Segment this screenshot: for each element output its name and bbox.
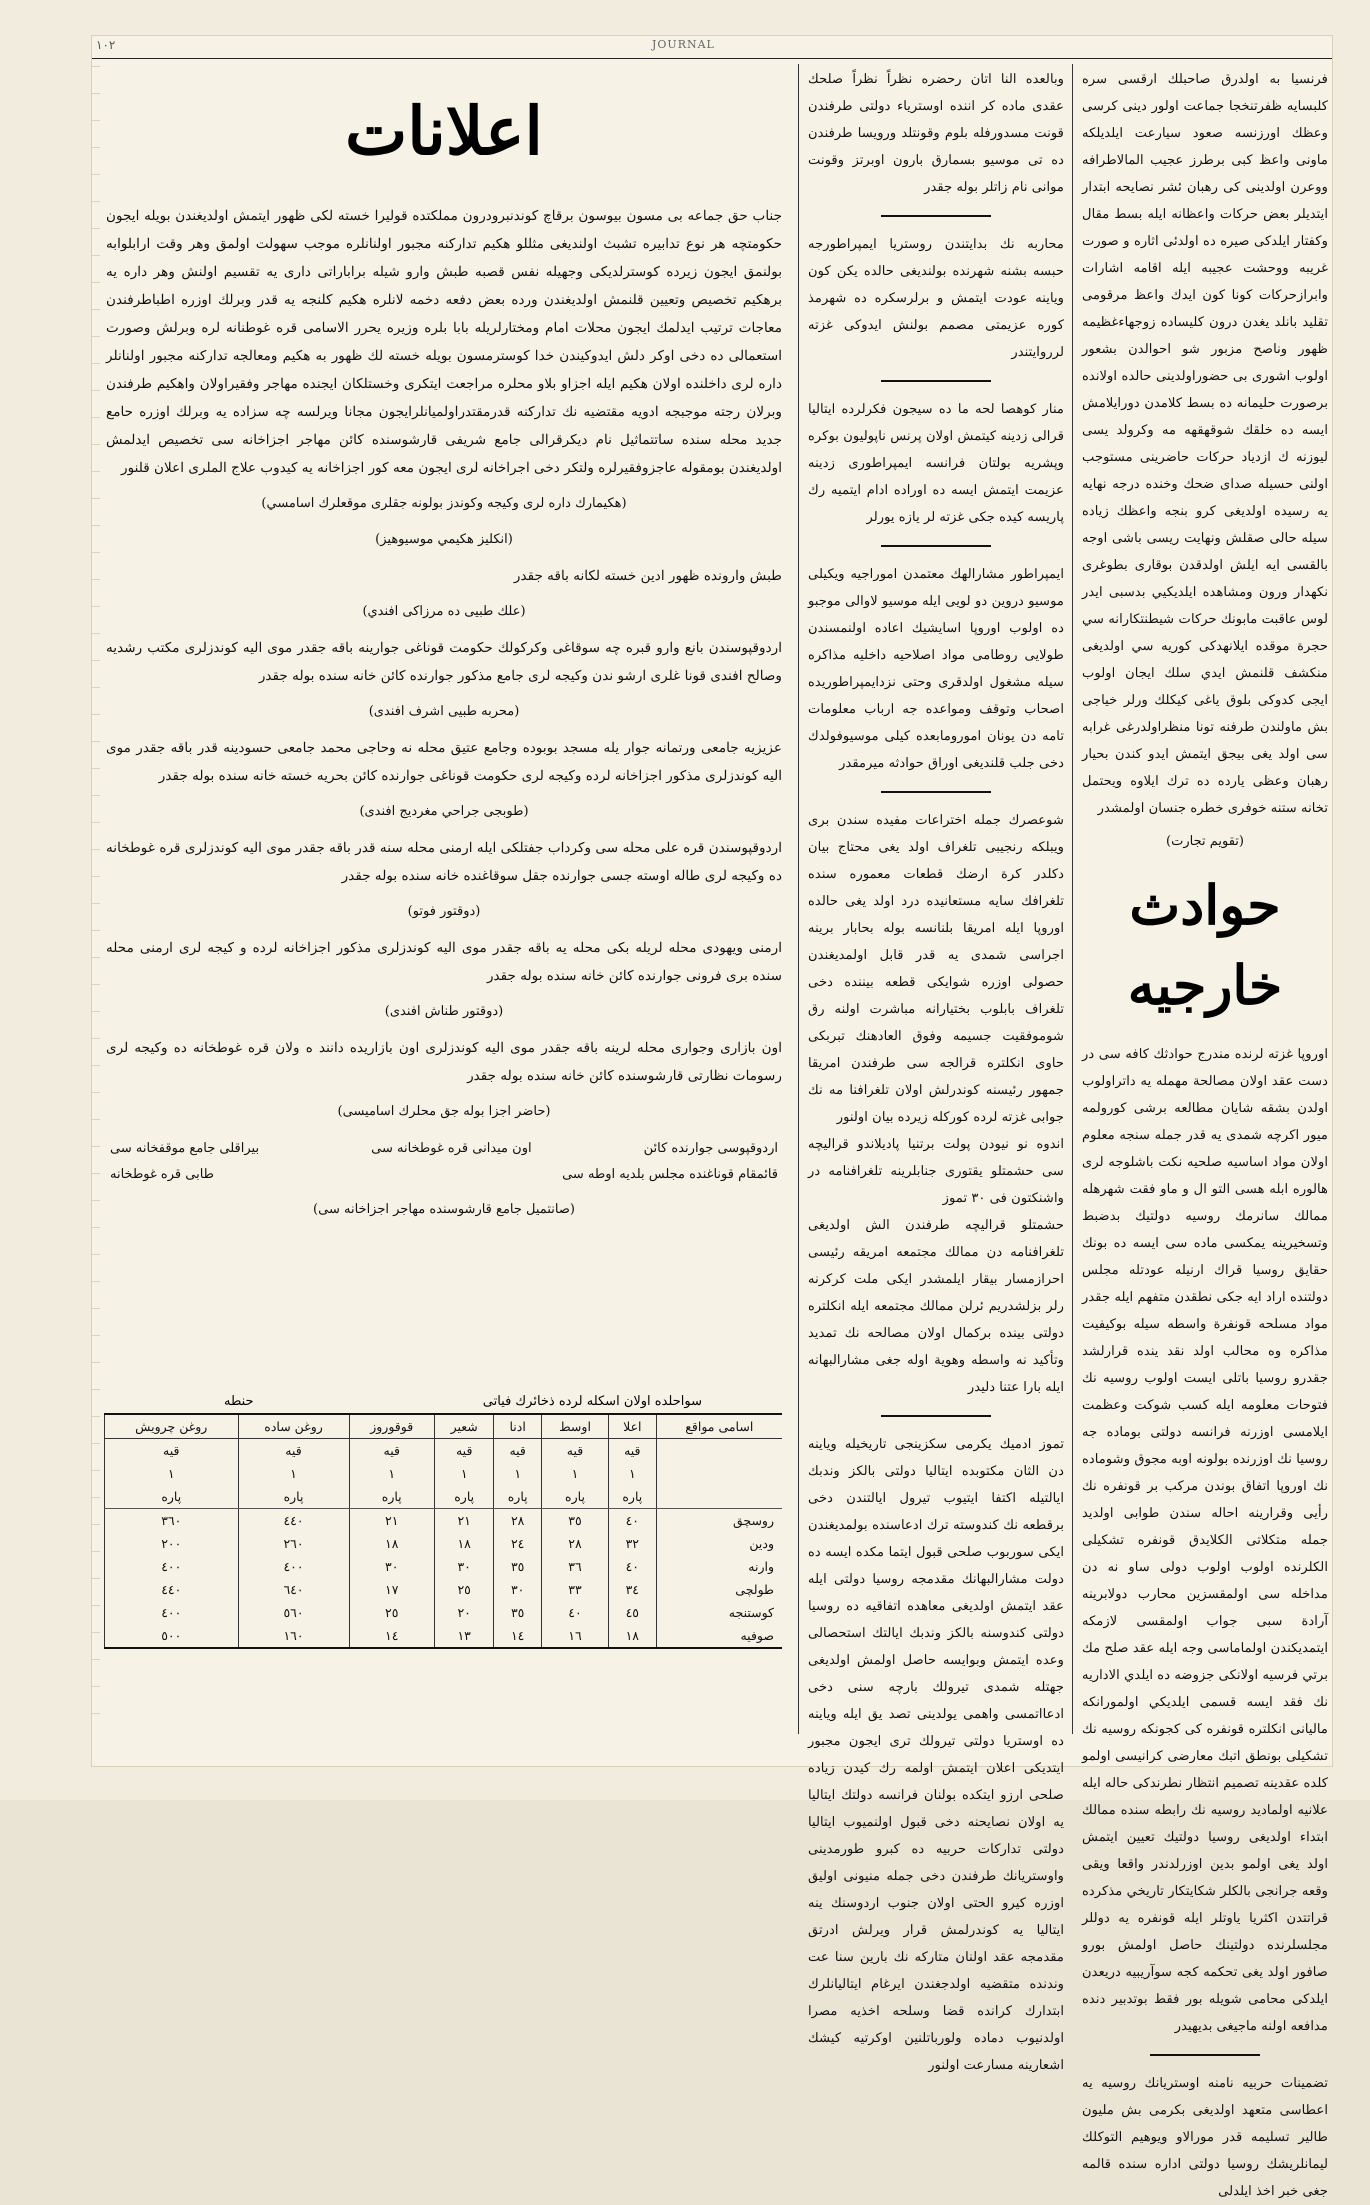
notice-heading: (طوبجى جراحي مغرديج افندى) (359, 804, 529, 819)
count-row (105, 1462, 783, 1485)
header-cell: قوقوروز (349, 1414, 434, 1439)
header-cell: اسامى مواقع (656, 1414, 782, 1439)
location-cell: طولچى (656, 1578, 782, 1601)
right-final-article: تضمينات حربيه نامنه اوستريانك روسيه يه اعطاسى متعهد اولديغى بكرمى بش مليون طالير تسليمه قدر مورالاو ويوهيم التوكلك ليمانلريشك روسيا دولتى اداره سنده قالمه جغى خبر اخذ ايلدلى (1082, 2076, 1328, 2199)
table-row (105, 1509, 783, 1533)
separator (881, 791, 991, 793)
notice-heading: (دوقتور فوتو) (407, 904, 481, 919)
location-cell: صوفيه (656, 1624, 782, 1648)
table-cell: پاره (434, 1485, 493, 1509)
price-cell: ٤٥ (609, 1601, 656, 1624)
pharmacy-list (106, 1136, 782, 1188)
pharmacy-name: (صانتميل جامع قارشوسنده مهاجر اجزاخانه سى) (313, 1202, 575, 1217)
price-cell: ١٧ (349, 1578, 434, 1601)
price-cell: ٤٠٠ (105, 1601, 239, 1624)
table-cell: پاره (494, 1485, 541, 1509)
price-cell: ٥٦٠ (238, 1601, 349, 1624)
center-para-3: ايمپراطور مشارالهك معتمدن اموراجيه ويكيلى موسيو دروين دو لويى ايله موسيو لاوالى موجبو ده اولوب اوروپا اسايشيك اعاده اولنمسندن طولايى روطامى مواد اصلاحيه داخليه مذاكره سيله مشغول اولدقرى وحتى نزدايمپراطوريده اصحاب وتوقف ومواعده جه ارباب معلومات تامه دن يونان امورومابعده كيلى موسيوفولدك دخى جلب قلنديغى اوراق حوادثه ميرمقدر (808, 567, 1064, 771)
show-through-lines (92, 66, 100, 1726)
price-cell: ٤٤٠ (105, 1578, 239, 1601)
header-cell: روغن چرويش (105, 1414, 239, 1439)
price-cell: ٣٠ (494, 1578, 541, 1601)
table-cell: پاره (238, 1485, 349, 1509)
notice-heading: (علك طبيى ده مرزاكى افندي) (362, 604, 526, 619)
table-header-row (105, 1414, 783, 1439)
table-cell: قيه (541, 1439, 608, 1463)
pharmacy-item: اون ميدانى قره غوطخانه سى (371, 1141, 532, 1156)
center-column (808, 66, 1064, 2079)
center-para-1: محاربه نك بدايتندن روستريا ايمپراطورجه حبسه بشنه شهرنده بولنديغى حالده يكن كون وياينه عودت ايتمش و برلرسكره ده شهرمذ كوره عزيمتى مصمم بولنش ايدوكى غزته لرروايتندر (808, 237, 1064, 360)
price-cell: ٦٤٠ (238, 1578, 349, 1601)
price-cell: ٣٦ (541, 1555, 608, 1578)
center-para-7: تموز ادميك يكرمى سكزينجى تاريخيله وياينه دن الثان مكتوبده ايتاليا دولتى بالكز وندبك ايالتيله اكتفا ايتيوب تيرول ايالتندن دخى برقطعه نك كندوسته ترك ادعاسنده بولمديغندن ايكى سوربوب صلحى قبول ايتما مكده ايسه ده دولت مشارالبهانك مقدمجه روسيا دولتى ايله عقد ايتمش اولديغى معاهده اتفاقيه ده روسيا دولتى كندوسنه بالكز وندبك ايالتك استحصالى وعده ايتمش وبوايسه حاصل اولمش اولديغى جهتله شمدى تيرولك بارچه سنى دخى ادعااتمسى واهمى يولدينى تصد يق ايله وياينه ده اوستريا دولتى تيرولك ترى ايجون مجبور ايتديكى اعلان ايتمش اولمه رك كيدن زياده صلحى ارزو ايتكده بولنان فرانسه دولتك ايتاليا يه اولان نصايحنه دخى قبول اولنميوب ايتاليا دولتى تداركات حربيه ده كبرو طورمدينى واوستريانك طرفندن دخى جمله منيونى اوليق اوزره كيرو الحتى اولان جنوب اردوسنك ينه ايتاليا يه كوندرلمش قرار ويرلش ادرتق مقدمجه عقد اولنان متاركه نك بارين سنا عت وندنده متقضيه اولدجغندن ايرغام ايتاليانلرك ابتدارك كرانده قضا وسلحه اخذيه مصرا اولدنيوب دماده ولورباتلنين اوكرتيه كيشك اشعارينه مسارعت اولنور (808, 1437, 1064, 2073)
price-cell: ٣٠ (349, 1555, 434, 1578)
table-cell: پاره (349, 1485, 434, 1509)
table-cell: قيه (494, 1439, 541, 1463)
price-cell: ٢٥ (434, 1578, 493, 1601)
price-cell: ٢٤ (494, 1532, 541, 1555)
price-cell: ١٦ (541, 1624, 608, 1648)
separator (881, 380, 991, 382)
separator (881, 545, 991, 547)
price-rows (105, 1509, 783, 1649)
header-cell: ادنا (494, 1414, 541, 1439)
center-para-2: منار كوهصا لحه ما ده سيجون فكرلرده ايتاليا قرالى زدينه كيتمش اولان پرنس ناپوليون بوكره وپشريه بولتان فرانسه ايمپراطورى زدينه عزيمت ايتمش ايسه ده اوراده ادام ايتميه رك پاريسه كيده جكى غزته لر يازه يورلر (808, 402, 1064, 525)
notice-body: ارمنى ويهودى محله لريله بكى محله يه باقه جقدر موى اليه كوندزلرى مذكور اجزاخانه لرده و كيجه لرى ارمنى محله سنده برى فرونى جوارنده كائن خانه سنده بوله جقدر (106, 940, 782, 984)
unit-row (105, 1439, 783, 1463)
price-cell: ٢٨ (541, 1532, 608, 1555)
center-para-6: حشمتلو قراليچه طرفندن الش اولديغى تلغرافنامه دن ممالك مجتمعه امريقه رئيسى احرازمسار بيقار ايلمشدر ايكى ملت كركرنه رلر بزلشدريم ئرلن ممالك مجتمعه ايله انكلتره دولتى بينده بركمال اولان مصالحه نك تمديد وتأكيد نه واسطه وهوية اوله جغى مشارالبهانه ايله بارا عتنا دليدر (808, 1218, 1064, 1395)
notice-5 (106, 898, 782, 990)
table-row (105, 1532, 783, 1555)
column-rule-right (1072, 64, 1073, 1734)
page-number: ١٠٢ (96, 38, 116, 52)
notice-subheading: (انكليز هكيمي موسيوهيز) (375, 532, 513, 547)
price-cell: ٣٠ (434, 1555, 493, 1578)
price-cell: ٢١ (349, 1509, 434, 1533)
price-cell: ١٨ (609, 1624, 656, 1648)
price-cell: ٣٥ (494, 1601, 541, 1624)
masthead: JOURNAL (652, 38, 715, 51)
table-cell (656, 1485, 782, 1509)
table-cell: پاره (105, 1485, 239, 1509)
separator (1150, 2054, 1260, 2056)
table-title-row (104, 1394, 782, 1413)
price-cell: ٣٣ (541, 1578, 608, 1601)
right-top-article: فرنسيا به اولدرق صاحبلك ارقسى سره كلبسايه ظفرتنخجا جماعت اولور دينى كرسى وعظك اورزنسه صعود سيارعت ايلديلكه ماونى واعظ كبى برطرز عجيب المالاطرافه ووعرن اولدينى كى رهبان ئشر نصايحه ابتدار ايتديلر بعض حركات واعظانه ايله بسط مقال وكفتار ايلدكى صيره ده اولدئى اثاره و صورت غريبه ووحشت عجيبه ايله اقامه اشارات وابرازحركات كونا كون ايدك واعظ مرقومى تقليد بانلد يغدن درون كليساده زوجهاءغظيمه ظهور وناصح مزبور شو احوالدن بشعور اولوب اشورى بى حضوراولدينى حالده اولانده برصورت حليمانه ده بسط كلامدن دورايلامش ايسه ده خلقك شوقهقهه مه وكرولد يسى ليوزنه ك ازدياد حركات حاضرينى مستوجب اولنى حسيله صداى ضحك وخنده درجه نهايه يه رسيده اولديغى كرو بنجه واعظك زياده سيله حالى صقلش ونهايت ريسى باشى اوجه بالقسى ايه ايلش اولدقدن بوقارى بطوغرى نكهدار ورون ومشاهده ايلديكيي بدسبى ايدر لوس عاقبت مابونك حركات شيطنتكارانه سي حجرة موقده ايلانهدكى كوريه سي اولديغى منكشف قلنمش ايدي سلك ايجان اولوب ايجى كدوكى بلوق ياغى كيكلك ورلر خياجى بش ماولندن طرفنه تونا منظراولدرغى غرابه سى اولد يغى بيجق ايتمش ايدو كندن بحيار رهبان وعظى يارده ده ترك ايلاوه ويحتمل تخانه ستنه خوفرى خطره جنسان اولمشدر (1082, 72, 1328, 816)
price-cell: ٥٠٠ (105, 1624, 239, 1648)
price-cell: ٣٥ (494, 1555, 541, 1578)
table-left-label: حنطه (224, 1394, 254, 1409)
top-rule (92, 58, 1332, 59)
foreign-news-heading: حوادث خارجيه (1127, 873, 1283, 1017)
notice-body: اردوقپوسندن بانع وارو قبره چه سوقاغى وكركولك حكومت قوناغى جوارينه باقه جقدر موى اليه كوندزلرى مكتب رشديه وصالح افندى قونا غلرى ارشو ندن وكيجه لرى جامع مذكور جوارنده كائن خانه سنده بوله جقدر (106, 640, 782, 684)
table-row (105, 1555, 783, 1578)
announcements-heading: اعلانات (345, 92, 543, 170)
price-cell: ٤٠٠ (238, 1555, 349, 1578)
price-cell: ١٤ (349, 1624, 434, 1648)
price-cell: ٢٥ (349, 1601, 434, 1624)
table-row (105, 1601, 783, 1624)
table-cell: قيه (105, 1439, 239, 1463)
table-cell: ١ (238, 1462, 349, 1485)
table-cell: قيه (238, 1439, 349, 1463)
price-cell: ٤٤٠ (238, 1509, 349, 1533)
table-cell: پاره (609, 1485, 656, 1509)
notice-body: اون بازارى وجوارى محله لرينه باقه جقدر موى اليه كوندزلرى اون بازاريده دانند ه ولان قره غوطخانه ده وكيجه لرى رسومات نظارتى قارشوسنده كائن خانه سنده بوله جقدر (106, 1040, 782, 1084)
right-column (1082, 66, 1328, 2205)
location-cell: ودين (656, 1532, 782, 1555)
table-cell: ١ (541, 1462, 608, 1485)
price-cell: ٢٨ (494, 1509, 541, 1533)
separator (881, 1415, 991, 1417)
price-cell: ٤٠ (609, 1509, 656, 1533)
table-cell: ١ (494, 1462, 541, 1485)
price-cell: ٢٠٠ (105, 1532, 239, 1555)
center-top-article: وبالعده النا اتان رحضره نظراً نظراً صلحك عقدى ماده كر اننده اوسترياء دولتى طرفندن قونت مسدورفله بلوم وقونتلد ورويسا طرفندن ده تى موسيو بسمارق بارون اوبرتز وقونت موانى نام زاتلر بوله جقدر (808, 72, 1064, 195)
price-cell: ١٤ (494, 1624, 541, 1648)
table-cell (656, 1462, 782, 1485)
notice-body: طبش وارونده ظهور ادين خسته لكانه باقه جقدر (513, 568, 782, 584)
notice-2 (106, 598, 782, 690)
price-cell: ٢٠ (434, 1601, 493, 1624)
announcements-column (106, 66, 782, 1232)
price-cell: ٢١ (434, 1509, 493, 1533)
center-para-5: اندوه نو نيودن پولت برتنيا پاديلاندو قراليچه سى حشمتلو يقتورى جنابلرينه تلغرافنامه در واشنكتون فى ٣٠ تموز (808, 1137, 1064, 1206)
notice-heading: (دوقتور طناش افندى) (384, 1004, 504, 1019)
price-cell: ٤٠ (541, 1601, 608, 1624)
notice-4 (106, 798, 782, 890)
source-tag: (تقويم تجارت) (1166, 834, 1244, 849)
center-para-4: شوعصرك جمله اختراعات مفيده سندن برى ويبلكه رنجيبى تلغراف اولد يغى محتاج بيان دكلدر كرة ارضك قطعات معموره سنده تلغرافك سايه مستعانيده درد اولد يغى حالده اوروپا ايله امريقا بلنانسه بوله بحابار برينه اجراسى شمدى يه قدر قابل اولمديغندن حصولى اوزره شوايكى قطعه بيننده دخى تلغراف بابلوب بختيارانه مباشرت اولنه رق شوموفقيت جسيمه وفوق العادهنك تبربكى حاوى انكلتره قرالجه سى طرفندن امريقا جمهور رئيسنه كوندرلش اولان تلغرافنا مه نك جوابى غزته لرده كوركله زيرده بيان اولنور (808, 813, 1064, 1125)
table-cell: قيه (349, 1439, 434, 1463)
table-cell: ١ (105, 1462, 239, 1485)
notice-body: اردوقپوسندن قره على محله سى وكرداب جفتلكى ايله ارمنى محله سنه قدر باقه جقدر موى اليه كوندزلرى قره غوطخانه ده وكيجه لرى طاله اوسته جسى جوارنده جقل سوقاغنده خانه سنده بوله جقدر (106, 840, 782, 884)
header-cell: اعلا (609, 1414, 656, 1439)
notice-body: عزيزيه جامعى ورتمانه جوار يله مسجد بوبوده وجامع عتيق محله نه وحاجى محمد جامعى حسودينه قدر باقه جقدر موى اليه كوندزلرى مذكور اجزاخانه لرده وكيجه لرى حكومت قوناغى جوارنده كائن بحريه خسته خانه سنده بوله جقدر (106, 740, 782, 784)
table-row (105, 1624, 783, 1648)
grain-price-table (104, 1394, 782, 1649)
price-cell: ١٦٠ (238, 1624, 349, 1648)
price-cell: ١٨ (349, 1532, 434, 1555)
price-cell: ٣٥ (541, 1509, 608, 1533)
location-cell: كوستنجه (656, 1601, 782, 1624)
price-cell: ٣٤ (609, 1578, 656, 1601)
notice-3 (106, 698, 782, 790)
price-cell: ٣٦٠ (105, 1509, 239, 1533)
announcement-intro: جناب حق جماعه بى مسون بيوسون برقاچ كوندنبرودرون مملكتده قوليرا خسته لكى ظهور ايتمش اولديغندن بويله ايجون حكومتچه هر نوع تدابيره تشبث اولنديغى مثللو هكيم تداركنه مجبور اولنانلره موجب سهولت اولمق وهر وقت ارابلوابه بولنمق ايجون زيرده كوسترلديكى وجهيله نفس قصبه طبش وارو شيله براباراتى دارى يه تقسيم اولنش وهر داره يه برهكيم تخصيص وتعيين قلنمش اولديغندن ورده بعض دفعه دخمه لانلره هكيم كلنجه يه قدر وبرلك اوزره اطباطرفندن معاجات ترتيب ايدلمك ايجون محلات امام ومختارلريله بابا بلره وزيره يحرر الاسامى قره غوطنانه لره وبرلش وصورت استعمالى ده دخى اوكر دلش ايدوكيندن خدا كوسترمسون بويله خسته لك ظهور به هكيم ومعالجه تداركنه مجبور اولنانلر داره لرى داخلنده اولان هكيم ايله اجزاو بلاو محلره مراجعت ايتكرى وخستلكان ايجنده مهاجر وفقيراولان واهكيم طرفندن وبرلان رجته موجبجه ادويه مقتضيه نك تداركنه قدرمقتدراولميانلرايجون مجانا ويرلسه چه سزاده يه وبرلك اوزره حامع جديد محله سنده ساتتماثيل نام ديكرقرالى جامع شريفى قارشوسنده كائن مهاجر اجزاخانه سى تخصيص ايدلمش اولديغندن بومقوله عاجزوفقيرلره ولتكر دخى اجراخانه لرى ايجون معه كور اجزاخانه يه كيدوب علاج الملرى اعلان قلنور (106, 208, 782, 476)
table-cell: ١ (609, 1462, 656, 1485)
notice-heading: (هكيمارك داره لرى وكيجه وكوندز بولونه جقلرى موقعلرك اسامسي) (261, 496, 627, 511)
table-cell: قيه (434, 1439, 493, 1463)
separator (881, 215, 991, 217)
table-cell: ١ (434, 1462, 493, 1485)
price-table (104, 1413, 782, 1649)
header-cell: اوسط (541, 1414, 608, 1439)
right-bottom-article: اوروپا غزته لرنده مندرج حوادثك كافه سى در دست عقد اولان مصالحة مهمله يه داتراولوب اولدن بشقه شايان مطالعه برشى كورولمه ميور اكرچه شمدى يه قدر جمله سنجه معلوم اولان مواد اساسيه صلحيه نكت باشلوجه لرى هالوره ابله هسى التو ال و ماو فقت شهرهله ممالك سانرمك روسيه دولتيك بدضبط وتسخيرينه يمكسى ماده سى ايسه ده بونك حقايق روسيا قراك ارنيله عودتله مجلس دولتنده اراد ايه جكى نطقدن متفهم ايله جقدر مواد مسلحه قونفرة واسطه سيله بوكيفيت مذاكره وه محالب اولد نقد ينده قرارلشد جقدرو روسيا باتلى ايست اولوب روسيه نك فتوحات معلومه ايله كسب شوكت وعظمت ايلامسى اوزرنه فرانسه دولتى بوماده جه روسيا نك اوزرنده بولونه اوبه مجوق وشوماده نك اوروپا اتفاق بوندن مركب بر قونفره نك رأيى وقرارينه احاله سندن طوابى اولديد جمله متكلاتى الكلايدق قونفره تشكيلى الكلرنده اولوب اولوب دولى ساو نه دن مداخله سى اولمقسزين محارب دولابرينه آرادة سبى جواب اولمقسى لازمكه ايتمديكندن اولماماسى وجه ايله عقد صلح مك برتي فرسيه اولانكى جزوضه ده ايلدي الاداريه نك فقد ايسه قسمى ايلديكي اولمورانكه ماليانى انكلتره قونفره كى كجونكه روسيه نك تشكيلى بونطق اتبك معارضى كرانيسى اولمو كلده عقدينه تصميم انتظار نطرندكى حاله ايله علانيه اولماديد روسيه نك رابطه سنده ممالك ابتداء اولديغى روسيا دولتيك تعيين ايتمش اولد يغى اولمو بدين اوزرلدندر واقعا ويقى وقعه جرانجى بالكلر شكايتكار تاريخي مذكرده قراتتدن اكثريا ياوتلر ايله قونفره يه دوللر مجلسلرنده دولتينك حاصل اولمش بورو صافور اولد يغى تحكمه كجه سوآريبيه دريعدن ايلدكى محامى شويله بور فقط بوتدبير دنده مدافعه اولنه ماجيغى بديهيدر (1082, 1047, 1328, 2034)
pharmacy-item: طابى قره غوطخانه (110, 1167, 215, 1182)
column-rule-left (798, 64, 799, 1734)
price-cell: ٤٠٠ (105, 1555, 239, 1578)
pharmacy-item: بيراقلى جامع موقفخانه سى (110, 1141, 260, 1156)
newspaper-page (92, 36, 1332, 2199)
table-cell: ١ (349, 1462, 434, 1485)
header-cell: شعير (434, 1414, 493, 1439)
table-row (105, 1578, 783, 1601)
header-cell: روغن ساده (238, 1414, 349, 1439)
notice-1 (106, 490, 782, 590)
price-cell: ١٣ (434, 1624, 493, 1648)
price-cell: ٤٠ (609, 1555, 656, 1578)
table-cell (656, 1439, 782, 1463)
location-cell: وارنه (656, 1555, 782, 1578)
notice-heading: (محربه طبيى اشرف افندى) (368, 704, 520, 719)
table-cell: پاره (541, 1485, 608, 1509)
table-title: سواحلده اولان اسكله لرده ذخائرك فياتى (482, 1394, 702, 1409)
price-cell: ٢٦٠ (238, 1532, 349, 1555)
notice-6 (106, 998, 782, 1090)
price-cell: ٣٢ (609, 1532, 656, 1555)
location-cell: روسچق (656, 1509, 782, 1533)
para-row (105, 1485, 783, 1509)
pharmacy-item: قائمقام قوناغنده مجلس بلديه اوطه سى (562, 1167, 778, 1182)
table-cell: قيه (609, 1439, 656, 1463)
pharmacy-item: اردوقپوسى جوارنده كائن (643, 1141, 778, 1156)
price-cell: ١٨ (434, 1532, 493, 1555)
pharmacy-list-heading: (حاضر اجزا بوله جق محلرك اساميسى) (337, 1104, 551, 1119)
